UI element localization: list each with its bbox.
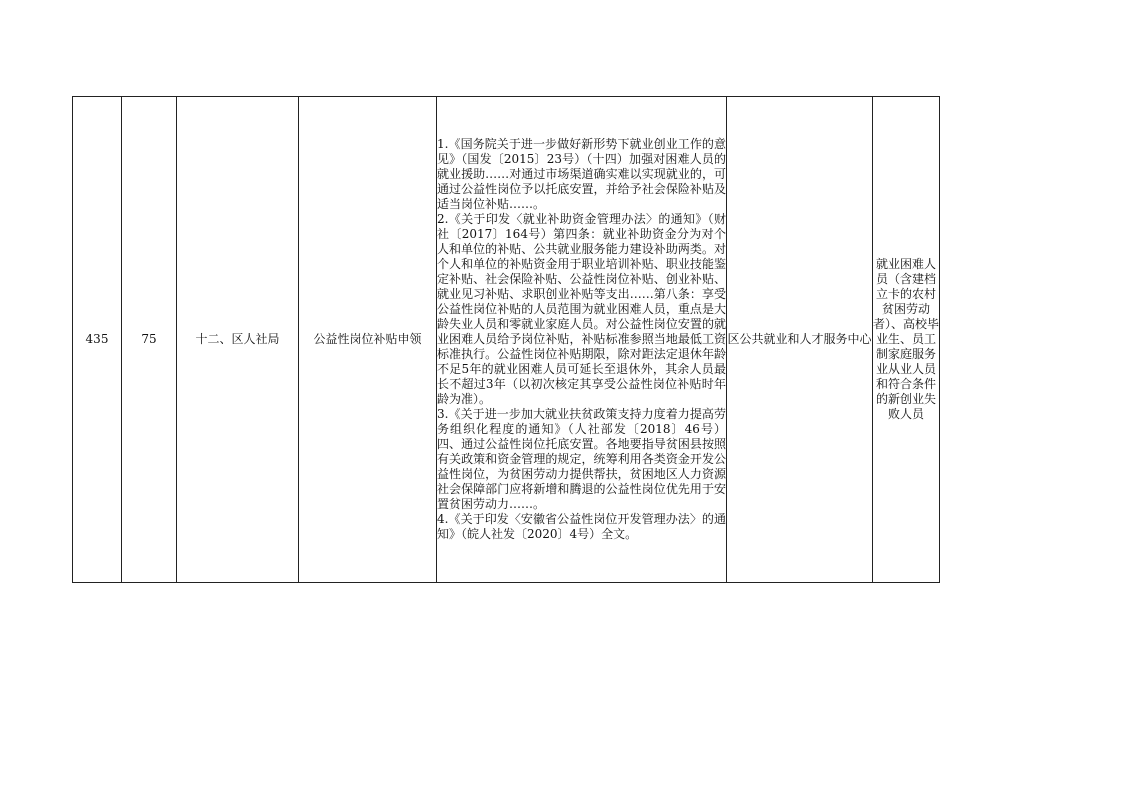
policy-basis (437, 97, 727, 583)
service-target: 就业困难人员（含建档立卡的农村贫困劳动者）、高校毕业生、员工制家庭服务业从业人员和符合条件的新创业失败人员 (873, 97, 940, 583)
sequence-number: 435 (73, 97, 122, 583)
basis-paragraph-4: 4.《关于印发〈安徽省公益性岗位开发管理办法〉的通知》（皖人社发〔2020〕4号）全文。 (437, 512, 726, 541)
implementing-unit: 区公共就业和人才服务中心 (727, 97, 873, 583)
basis-paragraph-2: 2.《关于印发〈就业补助资金管理办法〉的通知》（财社〔2017〕164号）第四条：就业补助资金分为对个人和单位的补贴、公共就业服务能力建设补助两类。对个人和单位的补贴资金用于职业培训补贴、职业技能鉴定补贴、社会保险补贴、公益性岗位补贴、创业补贴、就业见习补贴、求职创业补贴等支出……第八条：享受公益性岗位补贴的人员范围为就业困难人员，重点是大龄失业人员和零就业家庭人员。对公益性岗位安置的就业困难人员给予岗位补贴，补贴标准参照当地最低工资标准执行。公益性岗位补贴期限，除对距法定退休年龄不足5年的就业困难人员可延长至退休外，其余人员最长不超过3年（以初次核定其享受公益性岗位补贴时年龄为准）。 (437, 212, 726, 406)
department-name: 十二、区人社局 (177, 97, 299, 583)
policy-table (72, 96, 940, 583)
item-name: 公益性岗位补贴申领 (299, 97, 437, 583)
basis-paragraph-3: 3.《关于进一步加大就业扶贫政策支持力度着力提高劳务组织化程度的通知》（人社部发〔2018〕46号）四、通过公益性岗位托底安置。各地要指导贫困县按照有关政策和资金管理的规定，统筹利用各类资金开发公益性岗位，为贫困劳动力提供帮扶，贫困地区人力资源社会保障部门应将新增和腾退的公益性岗位优先用于安置贫困劳动力……。 (437, 407, 726, 511)
basis-paragraph-1: 1.《国务院关于进一步做好新形势下就业创业工作的意见》（国发〔2015〕23号）（十四）加强对困难人员的就业援助……对通过市场渠道确实难以实现就业的，可通过公益性岗位予以托底安置，并给予社会保险补贴及适当岗位补贴……。 (437, 137, 726, 211)
table-row (73, 97, 940, 583)
sub-number: 75 (122, 97, 177, 583)
